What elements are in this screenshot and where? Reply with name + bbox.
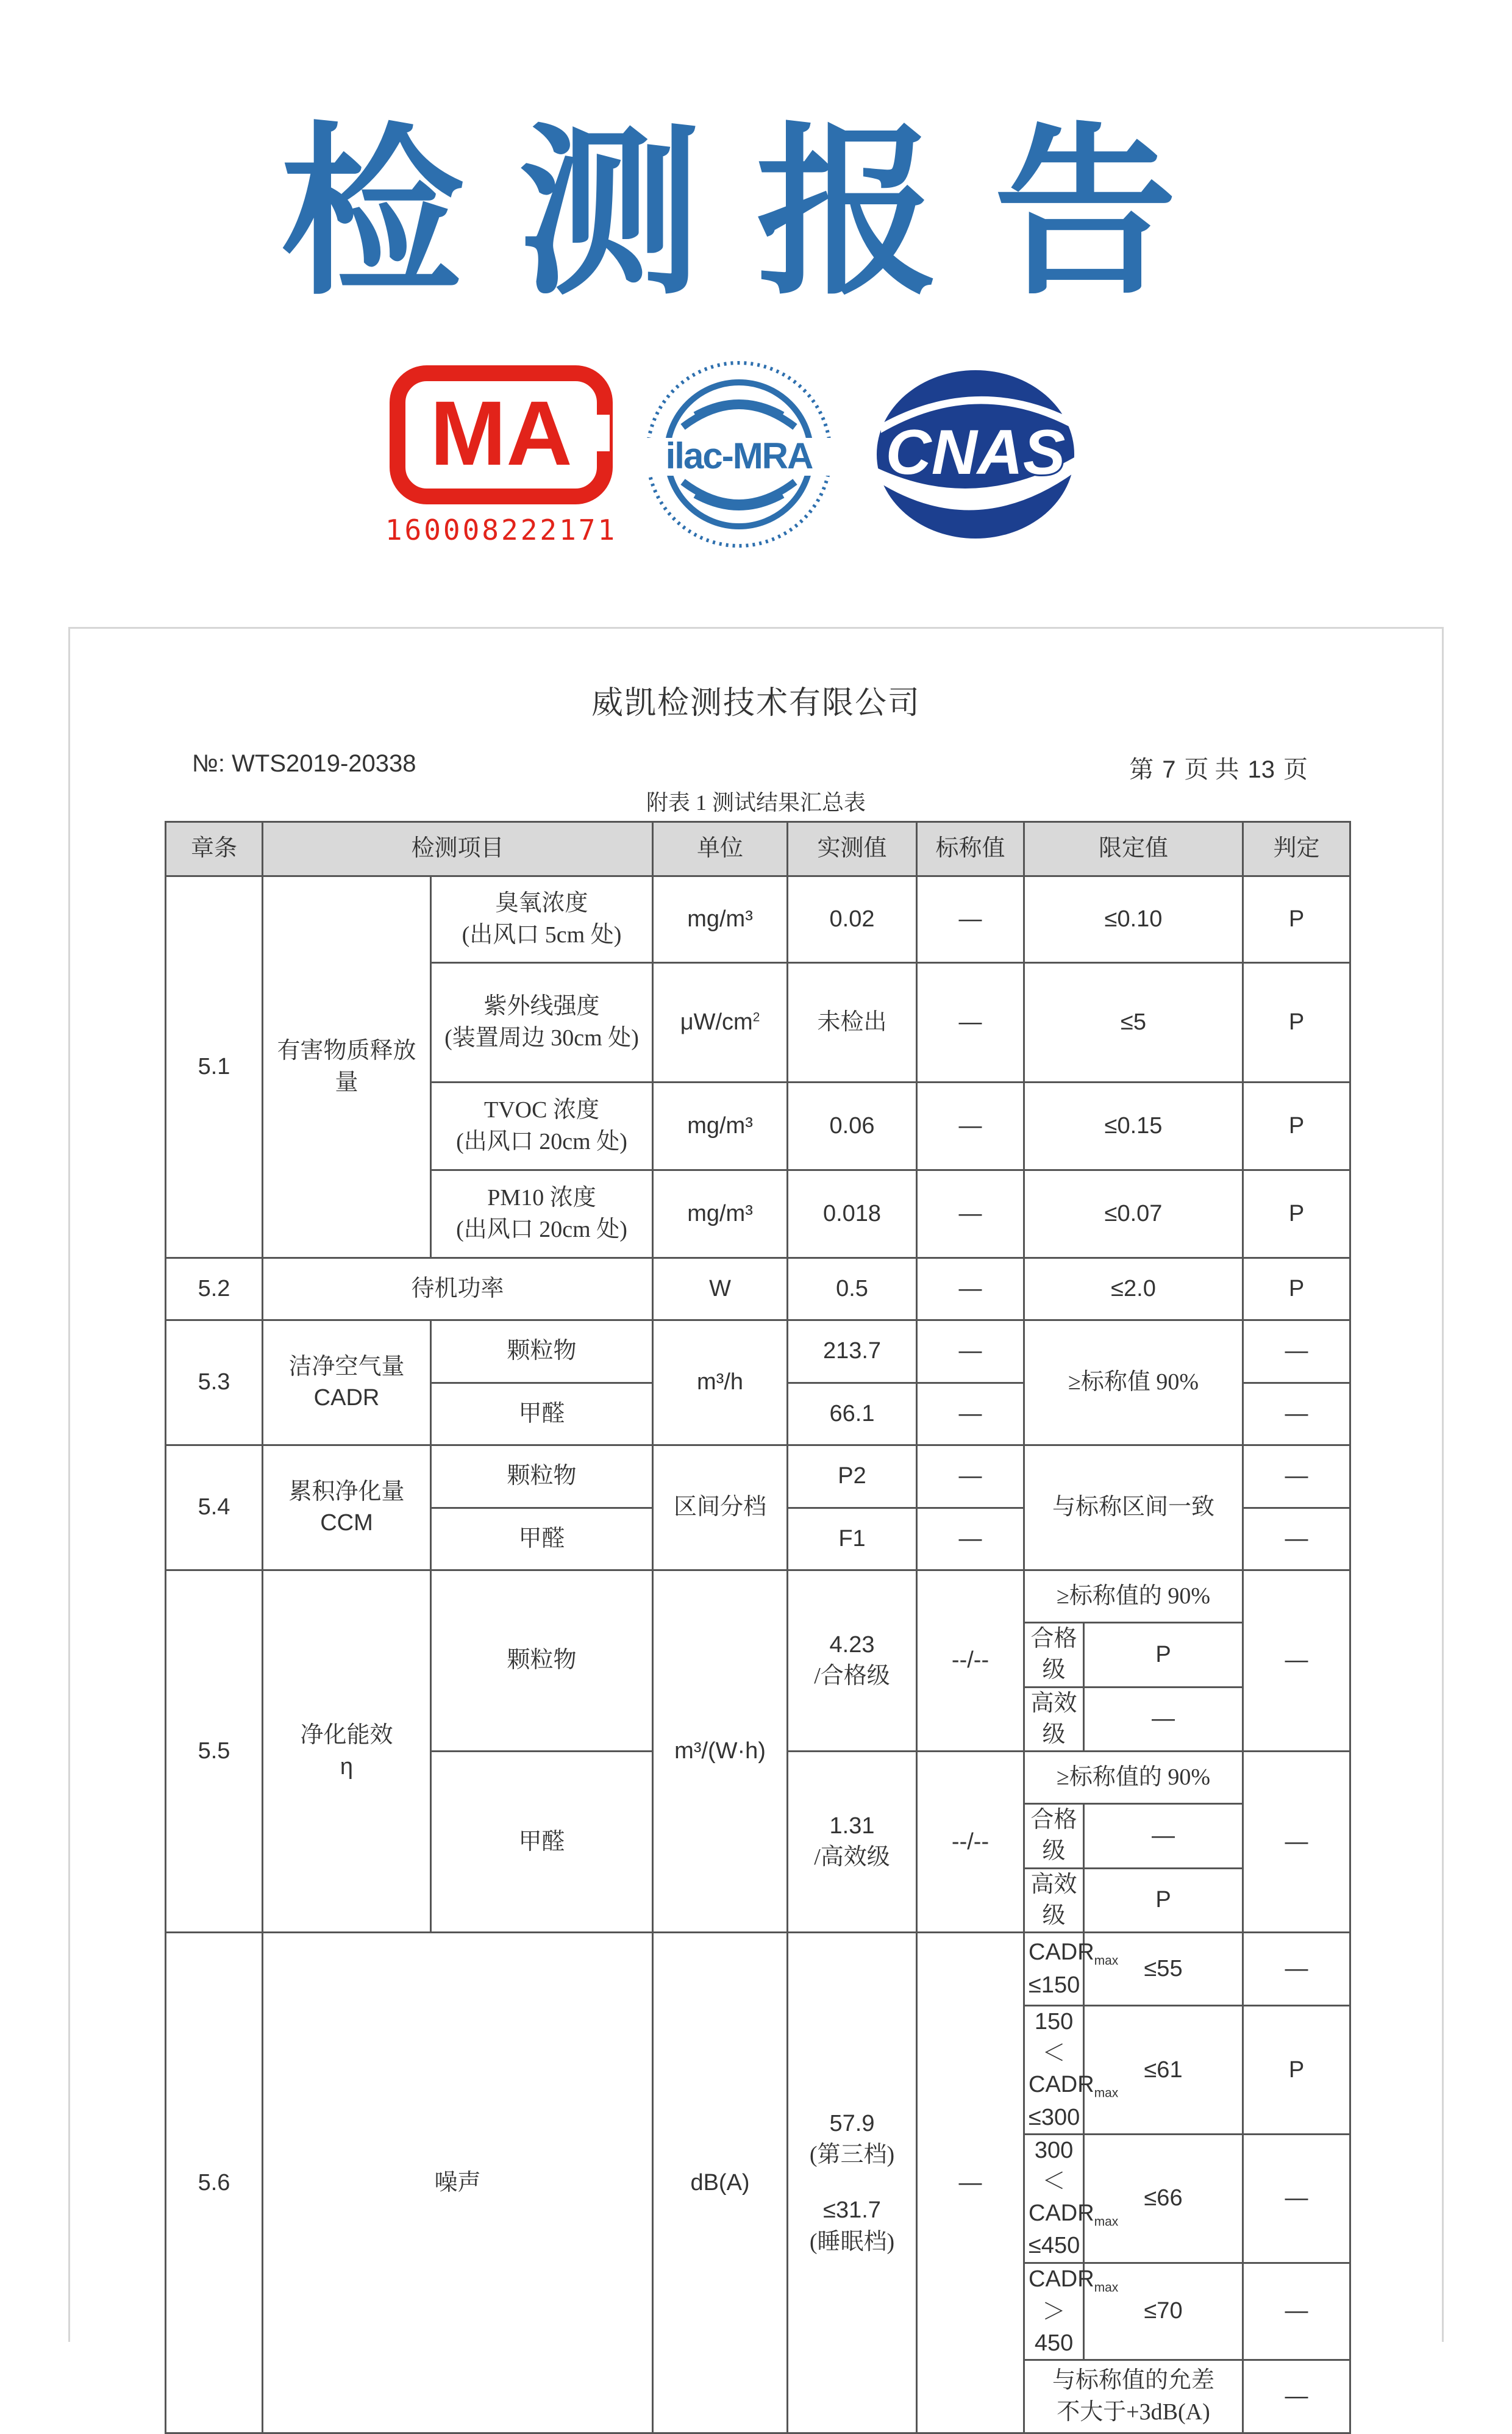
measured-cell: P2 <box>788 1445 917 1508</box>
limit-value-cell: P <box>1084 1868 1243 1933</box>
limit-cell: ≥标称值 90% <box>1024 1320 1243 1445</box>
limit-cell: ≤0.07 <box>1024 1170 1243 1258</box>
col-header-clause: 章条 <box>166 822 263 876</box>
limit-value-cell: ≤70 <box>1084 2263 1243 2360</box>
table-row <box>166 1933 1350 2006</box>
page-prefix: 第 <box>1129 756 1154 783</box>
measured-mode: (第三档) <box>809 2141 895 2167</box>
clause-cell: 5.6 <box>166 1933 263 2433</box>
table-header-row <box>166 822 1350 876</box>
cadr-range-bound: ≤150 <box>1029 1972 1080 1999</box>
nominal-cell: — <box>917 1383 1024 1445</box>
clause-cell: 5.3 <box>166 1320 263 1445</box>
measured-value: 4.23 <box>829 1631 875 1658</box>
cadr-range-bound: ＞450 <box>1034 2299 1074 2356</box>
col-header-result: 判定 <box>1243 822 1350 876</box>
clause-cell: 5.2 <box>166 1258 263 1320</box>
limit-cell: ≤0.15 <box>1024 1083 1243 1170</box>
unit-cell: m³/h <box>653 1320 788 1445</box>
results-table <box>165 821 1351 2434</box>
limit-label-cell: 高效级 <box>1024 1868 1084 1933</box>
result-cell: P <box>1243 1258 1350 1320</box>
result-cell: — <box>1243 1383 1350 1445</box>
unit-exponent: 2 <box>752 1010 760 1025</box>
item-cell: 颗粒物 <box>431 1570 653 1752</box>
limit-label-cell <box>1024 2263 1119 2360</box>
item-cell <box>431 963 653 1083</box>
limit-cell: ≤5 <box>1024 963 1243 1083</box>
measured-cell <box>788 1570 917 1752</box>
limit-label-cell <box>1024 2135 1119 2263</box>
cnas-logo <box>877 370 1074 539</box>
table-row <box>166 1570 1350 1623</box>
ilac-mra-logo <box>643 363 835 546</box>
limit-label-cell: 合格级 <box>1024 1804 1084 1869</box>
page-suffix: 页 <box>1283 756 1308 783</box>
measured-cell: F1 <box>788 1508 917 1570</box>
unit-cell: mg/m³ <box>653 1083 788 1170</box>
nominal-cell: — <box>917 1508 1024 1570</box>
category-cell: 有害物质释放量 <box>263 876 431 1258</box>
clause-cell: 5.5 <box>166 1570 263 1933</box>
unit-base: μW/cm <box>680 1009 753 1035</box>
result-cell: P <box>1243 876 1350 963</box>
company-name: 威凯检测技术有限公司 <box>591 686 921 721</box>
measured-value: 57.9 <box>829 2110 875 2136</box>
item-note: (出风口 5cm 处) <box>462 922 622 948</box>
limit-value-cell: — <box>1084 1687 1243 1752</box>
cadr-range: $CADR_{max}$ <box>1029 1939 1119 1968</box>
result-cell: P <box>1243 1170 1350 1258</box>
cma-logo <box>385 373 617 546</box>
limit-label-cell: 合格级 <box>1024 1623 1084 1688</box>
limit-value-cell: P <box>1084 1623 1243 1688</box>
col-header-unit: 单位 <box>653 822 788 876</box>
limit-cell: ≥标称值的 90% <box>1024 1570 1243 1623</box>
nominal-cell: — <box>917 876 1024 963</box>
item-cell <box>431 876 653 963</box>
result-cell: P <box>1243 2006 1350 2135</box>
cadr-range: $CADR_{max}$ <box>1029 2266 1119 2295</box>
limit-cell: 与标称区间一致 <box>1024 1445 1243 1570</box>
measured-cell: 66.1 <box>788 1383 917 1445</box>
cadr-range-start: 300＜ <box>1034 2138 1074 2195</box>
cadr-range-bound: ≤300 <box>1029 2104 1080 2130</box>
measured-grade: /合格级 <box>814 1663 890 1689</box>
table-row <box>166 1320 1350 1383</box>
cadr-subscript: max <box>1094 2214 1119 2229</box>
page-indicator <box>1129 750 1308 785</box>
col-header-nominal: 标称值 <box>917 822 1024 876</box>
measured-value: ≤31.7 <box>823 2197 881 2224</box>
cma-logo-text: MA <box>430 382 572 484</box>
cadr-subscript: max <box>1094 2086 1119 2100</box>
report-number: №: WTS2019-20338 <box>192 750 416 777</box>
clause-cell: 5.1 <box>166 876 263 1258</box>
result-cell: P <box>1243 963 1350 1083</box>
tolerance-line: 与标称值的允差 <box>1052 2368 1215 2394</box>
col-header-item: 检测项目 <box>263 822 653 876</box>
item-name: TVOC 浓度 <box>484 1097 599 1123</box>
measured-cell: 未检出 <box>788 963 917 1083</box>
limit-label-cell: 高效级 <box>1024 1687 1084 1752</box>
limit-cell: ≤0.10 <box>1024 876 1243 963</box>
measured-grade: /高效级 <box>814 1844 890 1870</box>
item-cell: 颗粒物 <box>431 1320 653 1383</box>
measured-cell <box>788 1752 917 1933</box>
limit-value-cell: — <box>1084 1804 1243 1869</box>
nominal-cell: — <box>917 1083 1024 1170</box>
item-cell <box>431 1083 653 1170</box>
result-cell: — <box>1243 1752 1350 1933</box>
unit-cell: m³/(W·h) <box>653 1570 788 1933</box>
result-cell: — <box>1243 1933 1350 2006</box>
item-cell: 甲醛 <box>431 1752 653 1933</box>
nominal-cell: --/-- <box>917 1752 1024 1933</box>
result-cell: P <box>1243 1083 1350 1170</box>
tolerance-line: 不大于+3dB(A) <box>1057 2399 1210 2425</box>
limit-cell <box>1024 2360 1243 2433</box>
unit-cell: mg/m³ <box>653 876 788 963</box>
result-cell: — <box>1243 1445 1350 1508</box>
item-name: 臭氧浓度 <box>495 890 588 917</box>
measured-value: 1.31 <box>829 1813 875 1839</box>
unit-cell: W <box>653 1258 788 1320</box>
measured-mode: (睡眠档) <box>809 2228 895 2255</box>
cnas-logo-text: CNAS <box>885 417 1066 488</box>
item-cell <box>431 1170 653 1258</box>
limit-value-cell: ≤66 <box>1084 2135 1243 2263</box>
cadr-range-bound: ≤450 <box>1029 2233 1080 2259</box>
limit-label-cell <box>1024 1933 1119 2006</box>
cadr-subscript: max <box>1094 2280 1119 2295</box>
col-header-limit: 限定值 <box>1024 822 1243 876</box>
measured-cell <box>788 1933 917 2433</box>
table-row <box>166 1445 1350 1508</box>
limit-value-cell: ≤61 <box>1084 2006 1243 2135</box>
item-cell: 甲醛 <box>431 1383 653 1445</box>
category-line: 净化能效 <box>300 1722 393 1749</box>
page-total: 13 <box>1247 756 1275 783</box>
nominal-cell: — <box>917 1933 1024 2433</box>
nominal-cell: --/-- <box>917 1570 1024 1752</box>
cma-number: 160008222171 <box>385 514 618 546</box>
category-line: 洁净空气量 <box>288 1353 405 1380</box>
item-cell: 颗粒物 <box>431 1445 653 1508</box>
col-header-measured: 实测值 <box>788 822 917 876</box>
item-note: (装置周边 30cm 处) <box>444 1025 639 1051</box>
category-line: 累积净化量 <box>288 1478 405 1505</box>
result-cell: — <box>1243 2135 1350 2263</box>
item-cell: 噪声 <box>263 1933 653 2433</box>
category-line: CADR <box>313 1385 380 1411</box>
category-line: CCM <box>320 1510 373 1536</box>
item-name: PM10 浓度 <box>487 1185 596 1211</box>
category-line: η <box>340 1753 354 1780</box>
item-note: (出风口 20cm 处) <box>456 1216 627 1242</box>
category-cell <box>263 1570 431 1933</box>
limit-cell: ≥标称值的 90% <box>1024 1752 1243 1804</box>
item-name: 紫外线强度 <box>483 993 600 1020</box>
page-middle: 页 共 <box>1184 756 1239 783</box>
page-current: 7 <box>1162 756 1176 783</box>
table-caption: 附表 1 测试结果汇总表 <box>646 790 866 815</box>
measured-cell: 213.7 <box>788 1320 917 1383</box>
certification-logos <box>0 360 1512 561</box>
result-cell: — <box>1243 1320 1350 1383</box>
item-cell: 甲醛 <box>431 1508 653 1570</box>
nominal-cell: — <box>917 1258 1024 1320</box>
measured-cell: 0.018 <box>788 1170 917 1258</box>
clause-cell: 5.4 <box>166 1445 263 1570</box>
measured-cell: 0.02 <box>788 876 917 963</box>
unit-cell: dB(A) <box>653 1933 788 2433</box>
table-row <box>166 876 1350 963</box>
nominal-cell: — <box>917 1320 1024 1383</box>
unit-cell <box>653 963 788 1083</box>
unit-cell: 区间分档 <box>653 1445 788 1570</box>
limit-value-cell: ≤55 <box>1084 1933 1243 2006</box>
item-note: (出风口 20cm 处) <box>456 1128 627 1154</box>
page-title: 检测报告 <box>280 107 1232 320</box>
ilac-mra-logo-text: ilac-MRA <box>665 435 813 476</box>
cadr-range: $CADR_{max}$ <box>1029 2071 1119 2100</box>
cadr-range: $CADR_{max}$ <box>1029 2200 1119 2229</box>
result-cell: — <box>1243 2263 1350 2360</box>
result-cell: — <box>1243 2360 1350 2433</box>
category-cell <box>263 1445 431 1570</box>
item-cell: 待机功率 <box>263 1258 653 1320</box>
nominal-cell: — <box>917 1445 1024 1508</box>
limit-cell: ≤2.0 <box>1024 1258 1243 1320</box>
result-cell: — <box>1243 1570 1350 1752</box>
table-row <box>166 1258 1350 1320</box>
limit-label-cell <box>1024 2006 1119 2135</box>
category-cell <box>263 1320 431 1445</box>
result-cell: — <box>1243 1508 1350 1570</box>
cadr-range-start: 150＜ <box>1034 2009 1074 2066</box>
nominal-cell: — <box>917 963 1024 1083</box>
measured-cell: 0.06 <box>788 1083 917 1170</box>
measured-cell: 0.5 <box>788 1258 917 1320</box>
unit-cell: mg/m³ <box>653 1170 788 1258</box>
cadr-subscript: max <box>1094 1953 1119 1968</box>
nominal-cell: — <box>917 1170 1024 1258</box>
